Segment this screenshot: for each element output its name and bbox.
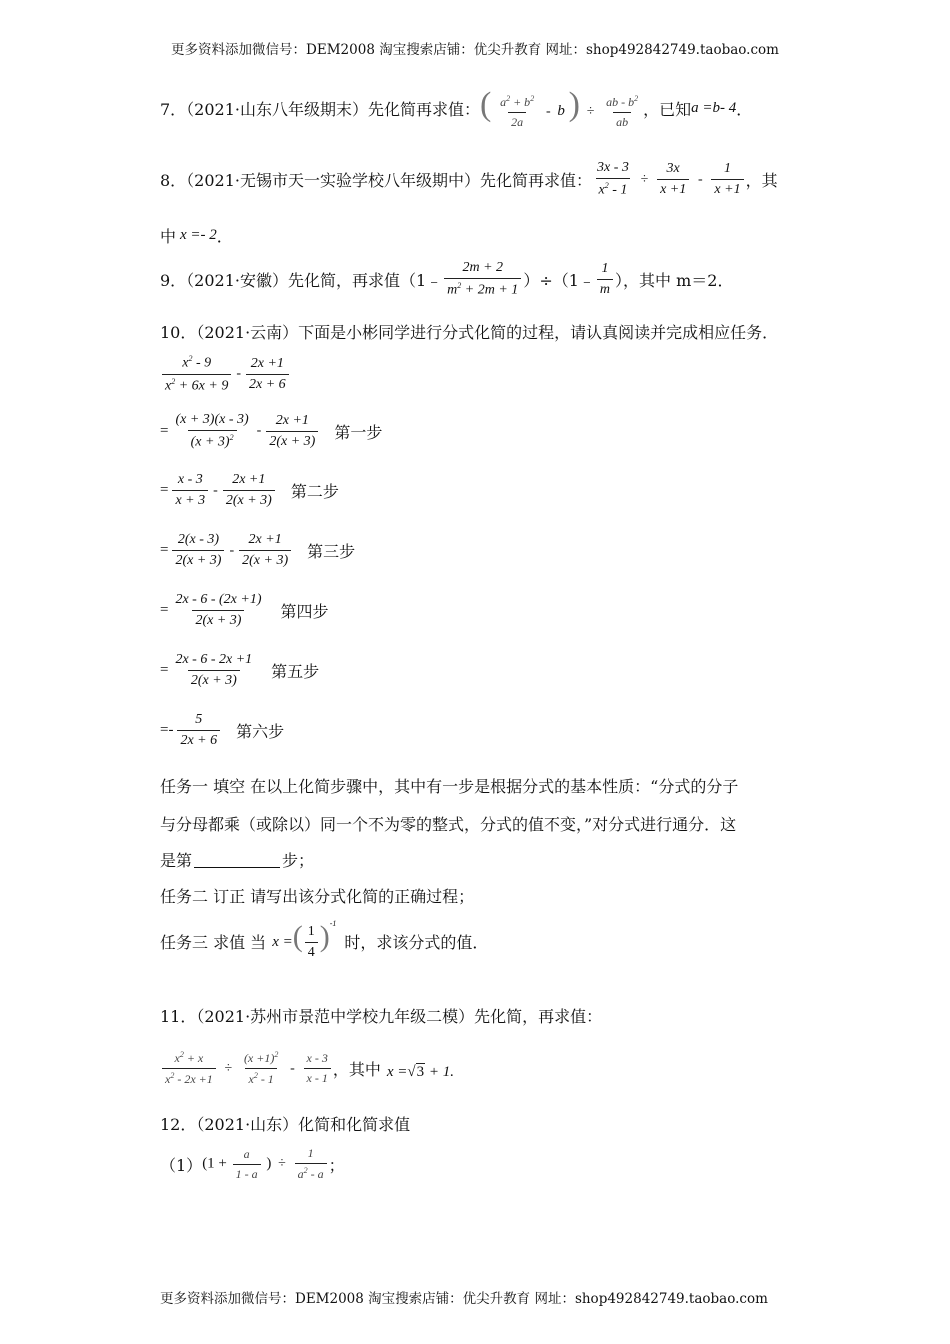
problem-12-part-1: （1） (1 + $\frac{a}{1 - a}$ ) ÷ $\frac{1}{a^2 - a}$ ； xyxy=(160,1146,345,1181)
problem-11: 11．（2021·苏州市景范中学校九年级二模）先化简，再求值： xyxy=(160,1007,603,1026)
problem-9-text: 9．（2021·安徽）先化简，再求值（1﹣ xyxy=(160,270,443,290)
problem-7: 7．（2021·山东八年级期末）先化简再求值： ( $\frac{a^2 + b^2}{2a}$ - b ) ÷ $\frac{ab - b^2}{ab}$ ，已知 a =b- 4 ． xyxy=(160,86,753,129)
problem-8-text: 8．（2021·无锡市天一实验学校八年级期中）先化简再求值： xyxy=(160,170,592,190)
p10-step-2: = $\frac{x - 3}{x + 3}$ - $\frac{2x +1}{2(x + 3)}$ 第二步 xyxy=(160,472,339,508)
p10-step-3: = $\frac{2(x - 3)}{2(x + 3)}$ - $\frac{2x +1}{2(x + 3)}$ 第三步 xyxy=(160,532,356,568)
p10-step-6: =- $\frac{5}{2x + 6}$ 第六步 xyxy=(160,712,285,748)
problem-7-text: 7．（2021·山东八年级期末）先化简再求值： xyxy=(160,100,480,120)
p10-step-4: = $\frac{2x - 6 - (2x +1)}{2(x + 3)}$ 第四步 xyxy=(160,592,329,628)
problem-11-expression: $\frac{x^2 + x}{x^2 - 2x +1}$ ÷ $\frac{(x +1)^2}{x^2 - 1}$ - $\frac{x - 3}{x - 1}$ xyxy=(160,1050,333,1087)
problem-12: 12．（2021·山东）化简和化简求值 xyxy=(160,1115,411,1134)
p10-step-1: = $\frac{(x + 3)(x - 3)}{(x + 3)^2}$ - $\frac{2x +1}{2(x + 3)}$ 第一步 xyxy=(160,412,383,450)
p10-task1-line2: 与分母都乘（或除以）同一个不为零的整式，分式的值不变，”对分式进行通分．这 xyxy=(160,815,737,834)
p10-task1-line1: 任务一 填空 在以上化简步骤中，其中有一步是根据分式的基本性质：“分式的分子 xyxy=(160,777,739,796)
p10-task3-condition: x =( $\frac{1}{4}$ )$^{-1}$ xyxy=(272,919,337,961)
problem-8-expression: $\frac{3x - 3}{x^2 - 1}$ ÷ $\frac{3x}{x +1}$ - $\frac{1}{x +1}$ xyxy=(592,160,746,199)
p10-task3: 任务三 求值 当 x =( $\frac{1}{4}$ )$^{-1}$ 时，求该分式的值． xyxy=(160,919,489,961)
problem-7-condition: a =b- 4 xyxy=(691,100,737,117)
answer-blank[interactable] xyxy=(194,851,280,868)
p10-expression: $\frac{x^2 - 9}{x^2 + 6x + 9}$ - $\frac{2x +1}{2x + 6}$ xyxy=(160,354,291,394)
p10-task2: 任务二 订正 请写出该分式化简的正确过程； xyxy=(160,887,475,906)
page-footer: 更多资料添加微信号：DEM2008 淘宝搜索店铺：优尖升教育 网址：shop492842749.taobao.com xyxy=(160,1291,768,1307)
p10-task1-line3: 是第 步； xyxy=(160,851,315,870)
problem-8-condition: x =- 2 xyxy=(180,227,217,243)
problem-8-line2: 中 x =- 2 ． xyxy=(160,227,233,246)
p10-step-5: = $\frac{2x - 6 - 2x +1}{2(x + 3)}$ 第五步 xyxy=(160,652,320,688)
problem-12-expression: (1 + $\frac{a}{1 - a}$ ) ÷ $\frac{1}{a^2 - a}$ xyxy=(202,1146,328,1182)
problem-9: 9．（2021·安徽）先化简，再求值（1﹣ $\frac{2m + 2}{m^2 + 2m + 1}$ ）÷（1﹣ $\frac{1}{m}$ ），其中 m＝2． xyxy=(160,260,734,298)
problem-11-expression-line: $\frac{x^2 + x}{x^2 - 2x +1}$ ÷ $\frac{(x +1)^2}{x^2 - 1}$ - $\frac{x - 3}{x - 1}$ ，其中 x =√3 + 1. xyxy=(160,1050,454,1087)
problem-9-fraction-1: $\frac{2m + 2}{m^2 + 2m + 1}$ xyxy=(442,260,523,299)
problem-8: 8．（2021·无锡市天一实验学校八年级期中）先化简再求值： $\frac{3x - 3}{x^2 - 1}$ ÷ $\frac{3x}{x +1}$ - $\frac{1}{x +1}$ ，其 xyxy=(160,160,778,198)
problem-10: 10．（2021·云南）下面是小彬同学进行分式化简的过程，请认真阅读并完成相应任务． xyxy=(160,323,779,342)
problem-7-expression: ( $\frac{a^2 + b^2}{2a}$ - b ) ÷ $\frac{ab - b^2}{ab}$ xyxy=(480,86,639,129)
page-header: 更多资料添加微信号：DEM2008 淘宝搜索店铺：优尖升教育 网址：shop492842749.taobao.com xyxy=(171,42,779,58)
problem-9-fraction-2: $\frac{1}{m}$ xyxy=(595,261,615,298)
problem-11-condition: x =√3 + 1. xyxy=(386,1064,455,1080)
